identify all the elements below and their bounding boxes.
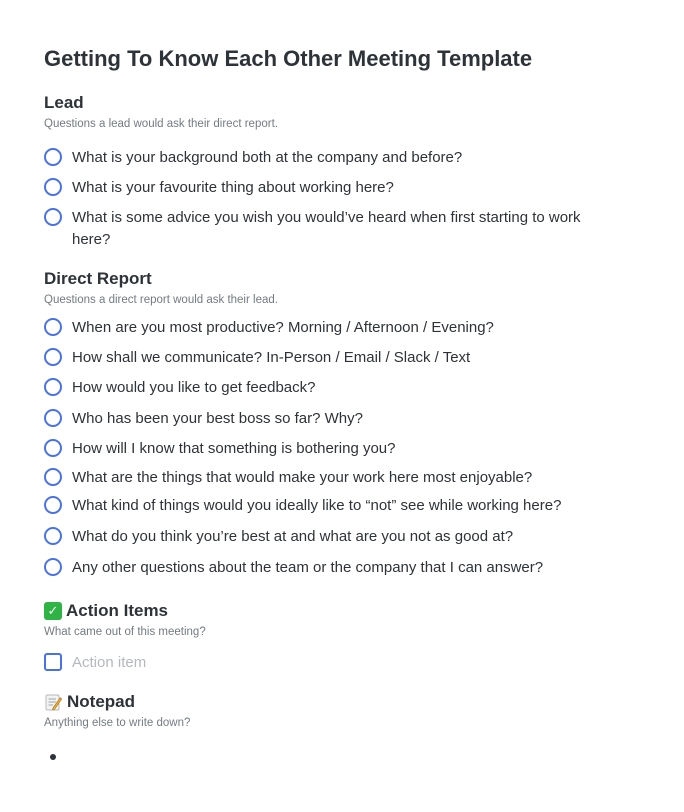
bullet-point[interactable] bbox=[50, 754, 56, 760]
direct-report-question-item[interactable] bbox=[44, 557, 604, 579]
action-items-heading bbox=[44, 601, 168, 621]
question-text: Who has been your best boss so far? Why? bbox=[72, 410, 363, 427]
question-text: How would you like to get feedback? bbox=[72, 379, 316, 396]
question-text: What is some advice you wish you would’ve heard when first starting to work here? bbox=[72, 209, 581, 248]
lead-heading bbox=[44, 93, 84, 113]
direct-report-question-item[interactable] bbox=[44, 495, 604, 517]
radio-button[interactable] bbox=[44, 496, 62, 514]
action-item-placeholder[interactable]: Action item bbox=[72, 654, 147, 671]
direct-report-question-item[interactable] bbox=[44, 408, 604, 430]
lead-question-item[interactable] bbox=[44, 147, 604, 169]
memo-icon bbox=[44, 693, 62, 711]
direct-report-heading-text: Direct Report bbox=[44, 269, 152, 288]
action-item-row[interactable] bbox=[44, 652, 604, 674]
radio-button[interactable] bbox=[44, 348, 62, 366]
radio-button[interactable] bbox=[44, 208, 62, 226]
checkbox[interactable] bbox=[44, 653, 62, 671]
check-mark-icon: ✓ bbox=[44, 602, 62, 620]
direct-report-question-item[interactable] bbox=[44, 377, 604, 399]
radio-button[interactable] bbox=[44, 148, 62, 166]
radio-button[interactable] bbox=[44, 378, 62, 396]
question-text: What is your favourite thing about working here? bbox=[72, 179, 394, 196]
notepad-subtitle: Anything else to write down? bbox=[44, 717, 191, 729]
radio-button[interactable] bbox=[44, 318, 62, 336]
action-items-subtitle: What came out of this meeting? bbox=[44, 626, 206, 638]
radio-button[interactable] bbox=[44, 527, 62, 545]
direct-report-question-item[interactable] bbox=[44, 347, 604, 369]
radio-button[interactable] bbox=[44, 409, 62, 427]
radio-button[interactable] bbox=[44, 178, 62, 196]
direct-report-question-item[interactable] bbox=[44, 526, 604, 548]
question-text: How shall we communicate? In-Person / Email / Slack / Text bbox=[72, 349, 471, 366]
action-items-heading-text: Action Items bbox=[66, 601, 169, 620]
notepad-heading-text: Notepad bbox=[67, 692, 135, 711]
radio-button[interactable] bbox=[44, 558, 62, 576]
question-text: What kind of things would you ideally like to “not” see while working here? bbox=[72, 497, 562, 514]
lead-question-item[interactable] bbox=[44, 177, 604, 199]
question-text: What are the things that would make your work here most enjoyable? bbox=[72, 469, 533, 486]
direct-report-subtitle: Questions a direct report would ask their lead. bbox=[44, 294, 278, 306]
question-text: What is your background both at the company and before? bbox=[72, 149, 463, 166]
direct-report-heading bbox=[44, 269, 152, 289]
radio-button[interactable] bbox=[44, 468, 62, 486]
question-text: How will I know that something is bothering you? bbox=[72, 440, 396, 457]
lead-subtitle: Questions a lead would ask their direct report. bbox=[44, 118, 278, 130]
lead-question-item[interactable] bbox=[44, 207, 604, 251]
page-title: Getting To Know Each Other Meeting Template bbox=[44, 46, 533, 71]
lead-heading-text: Lead bbox=[44, 93, 84, 112]
question-text: When are you most productive? Morning / Afternoon / Evening? bbox=[72, 319, 494, 336]
question-text: What do you think you’re best at and what are you not as good at? bbox=[72, 528, 514, 545]
question-text: Any other questions about the team or the company that I can answer? bbox=[72, 559, 544, 576]
direct-report-question-item[interactable] bbox=[44, 438, 604, 460]
notepad-heading bbox=[44, 692, 135, 712]
radio-button[interactable] bbox=[44, 439, 62, 457]
direct-report-question-item[interactable] bbox=[44, 317, 604, 339]
direct-report-question-item[interactable] bbox=[44, 467, 604, 489]
